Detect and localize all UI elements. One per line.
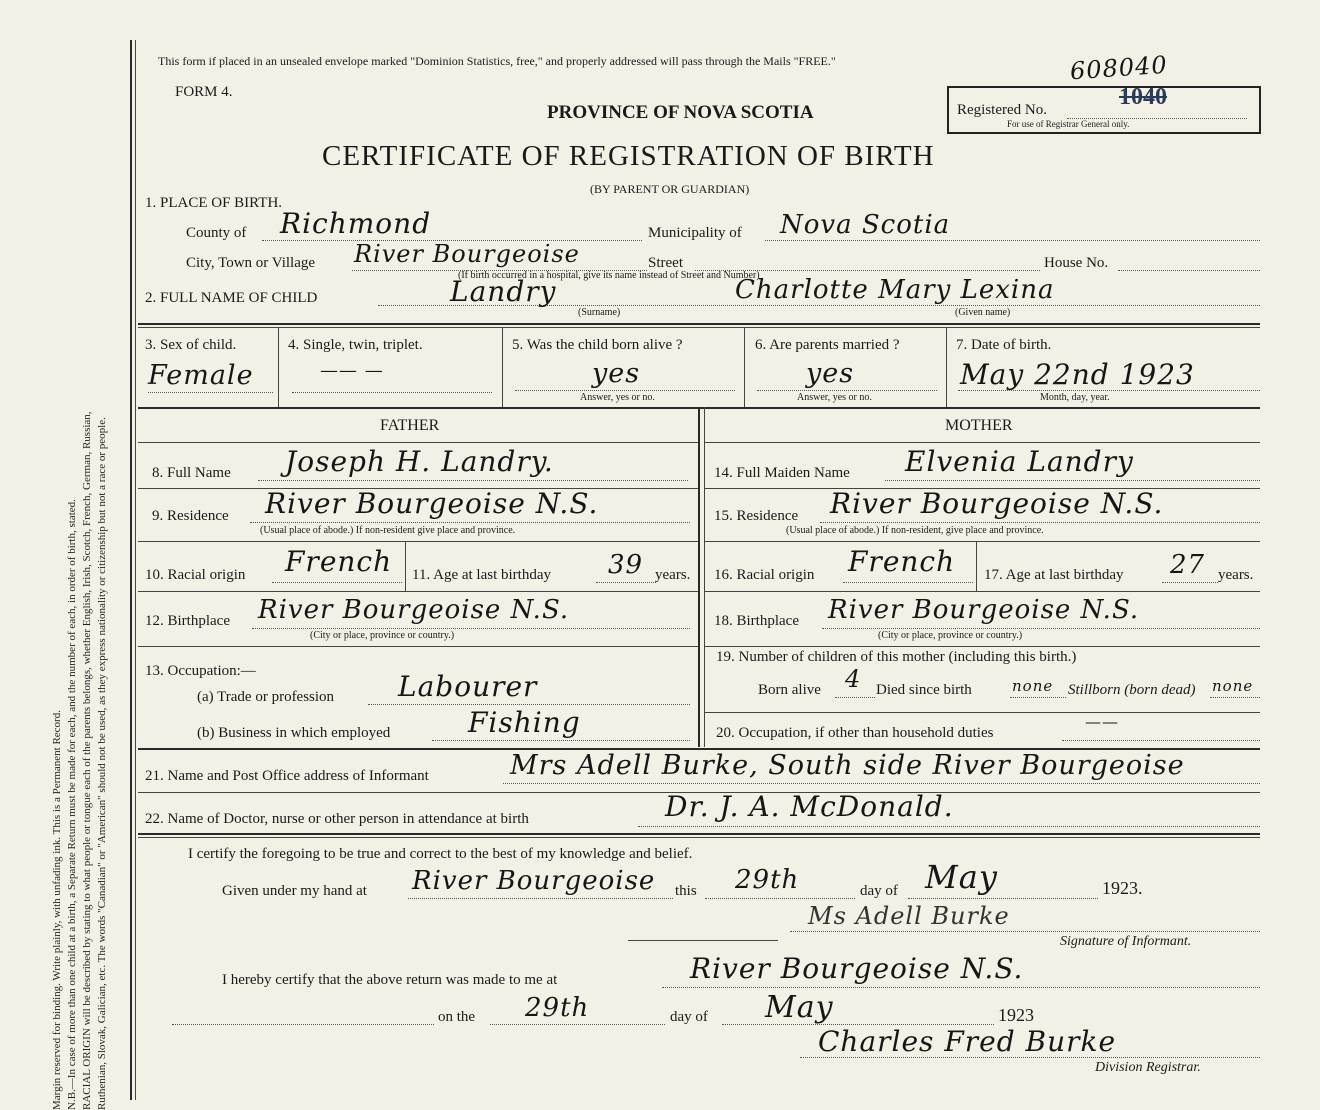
given-caption: (Given name)	[955, 307, 1011, 318]
mother-residence-caption: (Usual place of abode.) If non-resident, give place and province.	[786, 525, 1044, 536]
mother-racial-label: 16. Racial origin	[714, 567, 815, 583]
father-birthplace-value: River Bourgeoise N.S.	[258, 595, 570, 625]
certification-statement: I certify the foregoing to be true and correct to the best of my knowledge and belief.	[188, 846, 693, 862]
father-trade-label: (a) Trade or profession	[197, 689, 335, 705]
father-name-label: 8. Full Name	[152, 465, 231, 481]
plurality-label: 4. Single, twin, triplet.	[288, 337, 423, 353]
mother-birthplace-label: 18. Birthplace	[714, 613, 799, 629]
given-under-label: Given under my hand at	[222, 883, 367, 899]
informant-value: Mrs Adell Burke, South side River Bourgeoise	[510, 750, 1185, 781]
margin-notes	[50, 50, 130, 1110]
mother-birthplace-value: River Bourgeoise N.S.	[828, 595, 1140, 625]
margin-rule-outer	[130, 40, 132, 1100]
mother-occupation-label: 20. Occupation, if other than household duties	[716, 725, 994, 741]
city-label: City, Town or Village	[186, 255, 316, 271]
margin-note-4: Ruthenian, Slovak, Galician, etc. The words "Canadian" or "American" should not be used, as they express nationality or citizenship but not a race or people.	[96, 417, 108, 1110]
registrar-signature-caption: Division Registrar.	[1095, 1060, 1201, 1075]
mother-age-label: 17. Age at last birthday	[984, 567, 1124, 583]
father-birthplace-caption: (City or place, province or country.)	[310, 630, 455, 641]
county-label: County of	[186, 225, 247, 241]
given-month-value: May	[925, 858, 998, 896]
father-age-value: 39	[608, 550, 644, 580]
father-age-unit: years.	[655, 567, 691, 583]
registered-value: 1040	[1119, 84, 1167, 110]
form-number: FORM 4.	[175, 84, 233, 100]
father-heading: FATHER	[380, 417, 440, 434]
child-surname-value: Landry	[450, 275, 557, 308]
parents-married-label: 6. Are parents married ?	[755, 337, 900, 353]
registrar-year-value: 1923	[998, 1005, 1034, 1025]
registered-box	[947, 86, 1261, 134]
mother-heading: MOTHER	[945, 417, 1013, 434]
father-birthplace-label: 12. Birthplace	[145, 613, 230, 629]
father-occupation-label: 13. Occupation:—	[145, 663, 256, 679]
province-heading: PROVINCE OF NOVA SCOTIA	[547, 102, 814, 123]
registrar-statement: I hereby certify that the above return was made to me at	[222, 972, 558, 988]
on-the-label: on the	[438, 1009, 476, 1025]
died-since-birth-value: none	[1012, 677, 1054, 695]
margin-note-3: RACIAL ORIGIN will be described by stating to what people or tongue each of the parents belongs, whether English, Irish, Scotch, French, German, Russian,	[81, 411, 93, 1110]
father-age-label: 11. Age at last birthday	[412, 567, 551, 583]
house-no-label: House No.	[1044, 255, 1109, 271]
mother-occupation-value: ——	[1085, 712, 1119, 731]
stillborn-label: Stillborn (born dead)	[1068, 682, 1196, 698]
alive-caption: Answer, yes or no.	[580, 392, 655, 403]
informant-signature-caption: Signature of Informant.	[1060, 934, 1192, 949]
child-name-label: 2. FULL NAME OF CHILD	[145, 290, 318, 306]
page-title: CERTIFICATE OF REGISTRATION OF BIRTH	[322, 140, 935, 172]
born-alive-value: 4	[845, 665, 862, 693]
mother-name-label: 14. Full Maiden Name	[714, 465, 850, 481]
dob-label: 7. Date of birth.	[956, 337, 1052, 353]
this-label: this	[675, 883, 697, 899]
stillborn-value: none	[1212, 677, 1254, 695]
born-alive-label: Born alive	[758, 682, 821, 698]
margin-note-2: N.B.—In case of more than one child at a birth, a Separate Return must be made for each, and the number of each, in order of birth, stated.	[66, 499, 78, 1110]
mother-age-unit: years.	[1218, 567, 1254, 583]
father-residence-value: River Bourgeoise N.S.	[265, 487, 599, 520]
given-place-value: River Bourgeoise	[412, 866, 656, 896]
mother-birthplace-caption: (City or place, province or country.)	[878, 630, 1023, 641]
municipality-value: Nova Scotia	[780, 210, 951, 240]
alive-value: yes	[592, 358, 641, 389]
mother-age-value: 27	[1170, 550, 1206, 580]
subtitle: (BY PARENT OR GUARDIAN)	[590, 182, 750, 196]
father-residence-caption: (Usual place of abode.) If non-resident give place and province.	[260, 525, 516, 536]
mother-name-value: Elvenia Landry	[905, 445, 1134, 478]
parents-married-value: yes	[806, 358, 855, 389]
surname-caption: (Surname)	[578, 307, 621, 318]
alive-label: 5. Was the child born alive ?	[512, 337, 683, 353]
municipality-label: Municipality of	[648, 225, 742, 241]
mother-residence-value: River Bourgeoise N.S.	[830, 487, 1164, 520]
margin-note-1: Margin reserved for binding. Write plainly, with unfading ink. This is a Permanent Record.	[51, 710, 63, 1110]
father-name-value: Joseph H. Landry.	[285, 445, 554, 478]
doctor-label: 22. Name of Doctor, nurse or other person in attendance at birth	[145, 811, 529, 827]
hospital-note: (If birth occurred in a hospital, give its name instead of Street and Number)	[458, 270, 760, 281]
county-value: Richmond	[280, 207, 432, 240]
mail-notice: This form if placed in an unsealed envelope marked "Dominion Statistics, free," and properly addressed will pass through the Mails "FREE."	[158, 54, 836, 68]
father-trade-value: Labourer	[398, 670, 538, 703]
registrar-month-value: May	[765, 990, 834, 1025]
sex-value: Female	[148, 360, 254, 391]
city-value: River Bourgeoise	[354, 240, 580, 268]
registrar-day-value: 29th	[525, 993, 590, 1023]
father-business-label: (b) Business in which employed	[197, 725, 391, 741]
father-business-value: Fishing	[468, 706, 581, 739]
mother-residence-label: 15. Residence	[714, 508, 799, 524]
registrar-day-of-label: day of	[670, 1009, 708, 1025]
doctor-value: Dr. J. A. McDonald.	[665, 790, 954, 823]
street-label: Street	[648, 255, 683, 271]
father-residence-label: 9. Residence	[152, 508, 229, 524]
given-day-value: 29th	[735, 865, 800, 895]
sex-label: 3. Sex of child.	[145, 337, 237, 353]
mother-racial-value: French	[848, 545, 956, 578]
place-of-birth-heading: 1. PLACE OF BIRTH.	[145, 195, 283, 211]
registered-label: Registered No.	[957, 102, 1047, 118]
child-given-value: Charlotte Mary Lexina	[735, 275, 1055, 305]
dob-value: May 22nd 1923	[960, 358, 1195, 391]
registrar-place-value: River Bourgeoise N.S.	[690, 952, 1024, 985]
registrar-signature: Charles Fred Burke	[818, 1025, 1117, 1058]
informant-signature: Ms Adell Burke	[808, 902, 1010, 930]
margin-rule-inner	[135, 40, 136, 1100]
registered-handwritten: 608040	[1069, 50, 1169, 86]
given-year-value: 1923.	[1102, 878, 1143, 898]
mother-children-label: 19. Number of children of this mother (including this birth.)	[716, 649, 1077, 665]
registrar-use-note: For use of Registrar General only.	[1007, 119, 1130, 129]
father-racial-value: French	[285, 545, 393, 578]
married-caption: Answer, yes or no.	[797, 392, 872, 403]
day-of-label: day of	[860, 883, 898, 899]
died-since-birth-label: Died since birth	[876, 682, 972, 698]
dob-caption: Month, day, year.	[1040, 392, 1110, 403]
father-racial-label: 10. Racial origin	[145, 567, 246, 583]
informant-label: 21. Name and Post Office address of Informant	[145, 768, 429, 784]
plurality-value: —— —	[320, 360, 384, 381]
